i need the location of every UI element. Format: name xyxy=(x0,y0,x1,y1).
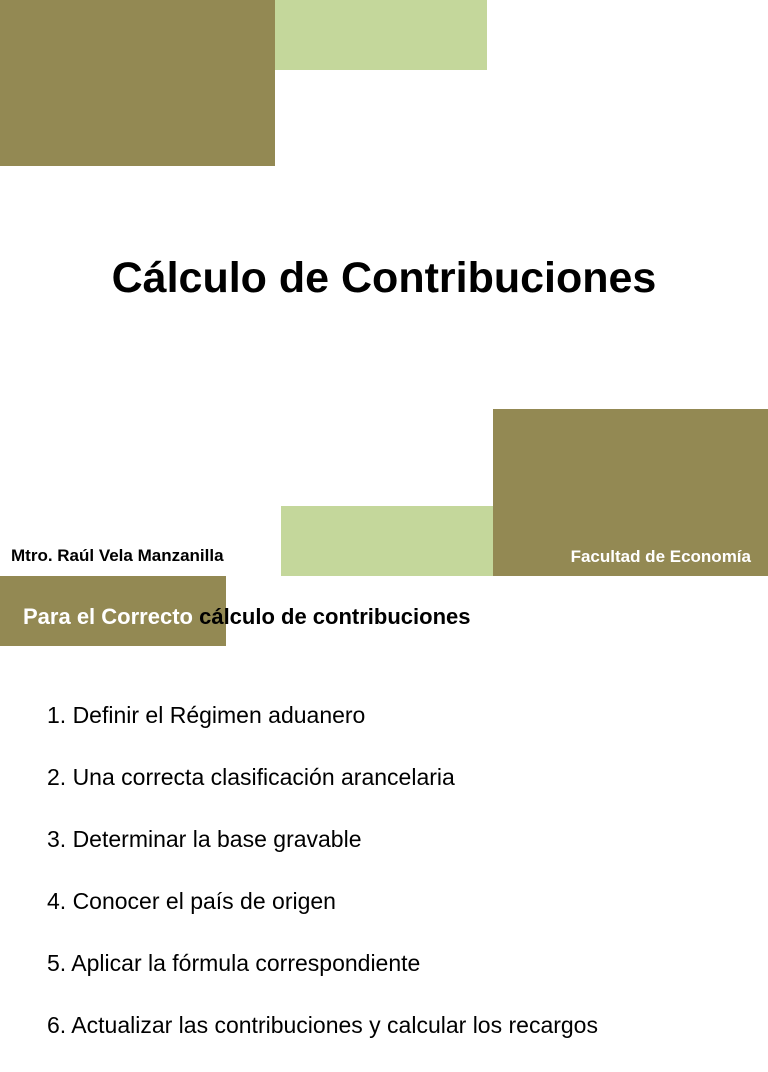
steps-list xyxy=(47,700,598,1072)
author-name: Mtro. Raúl Vela Manzanilla xyxy=(11,546,224,565)
list-item: 2. Una correcta clasificación arancelaria xyxy=(47,764,455,790)
list-item: 5. Aplicar la fórmula correspondiente xyxy=(47,950,421,976)
top-left-olive-block xyxy=(0,0,275,166)
bottom-green-block xyxy=(281,506,493,576)
list-item: 4. Conocer el país de origen xyxy=(47,888,336,914)
faculty-name: Facultad de Economía xyxy=(570,547,751,566)
list-item: 1. Definir el Régimen aduanero xyxy=(47,702,366,728)
list-item: 3. Determinar la base gravable xyxy=(47,826,362,852)
list-item: 6. Actualizar las contribuciones y calcular los recargos xyxy=(47,1012,598,1038)
content-slide xyxy=(0,576,768,1038)
heading-text: cálculo de contribuciones xyxy=(199,604,471,629)
top-green-block xyxy=(275,0,487,70)
slide-heading xyxy=(23,604,470,630)
slide-title: Cálculo de Contribuciones xyxy=(111,254,657,302)
heading-highlight-text: Para el Correcto xyxy=(23,604,193,629)
